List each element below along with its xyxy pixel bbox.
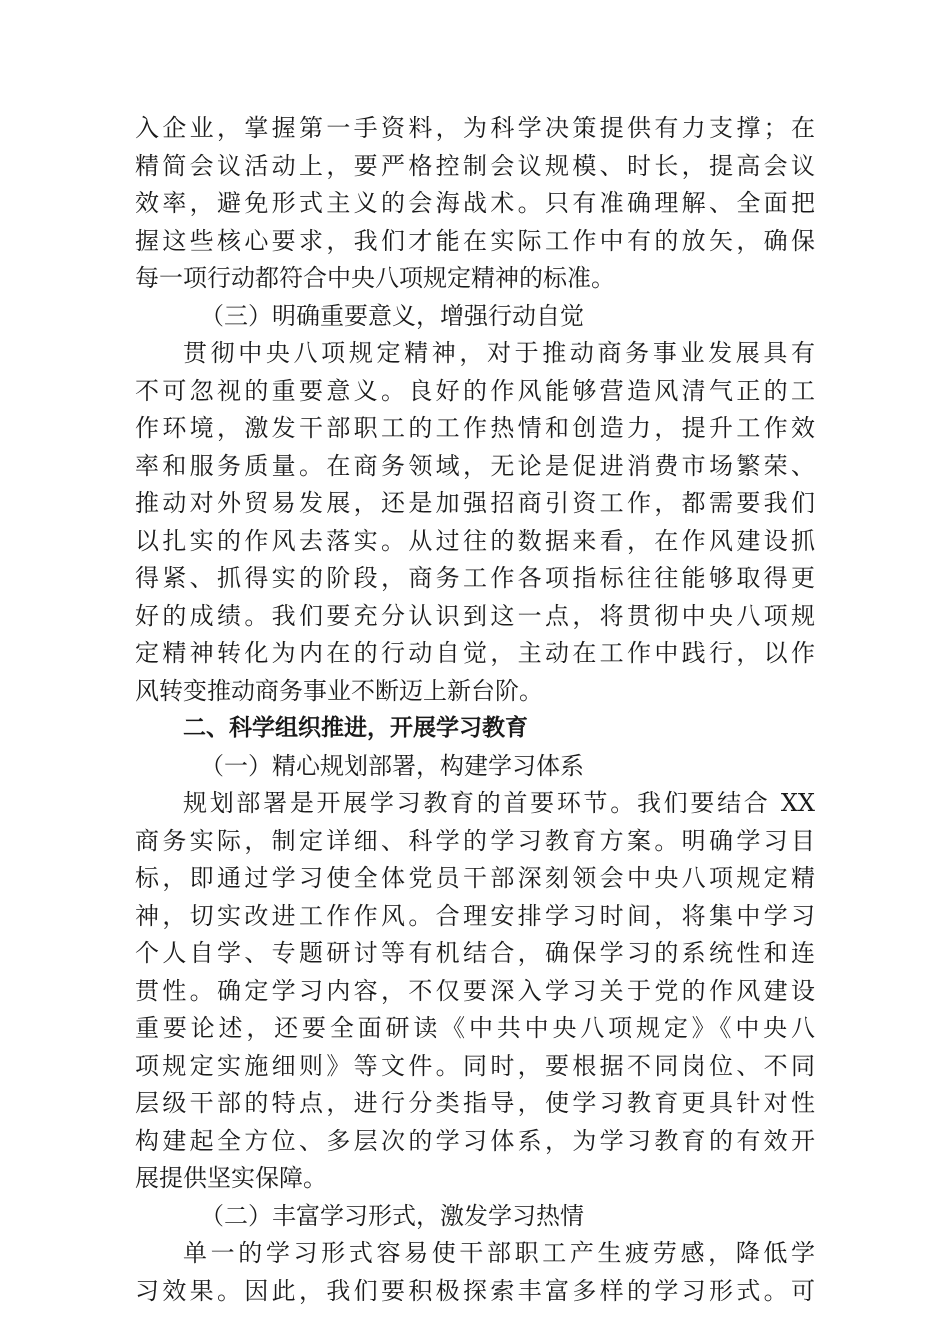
body-text-line: 标，即通过学习使全体党员干部深刻领会中央八项规定精: [135, 864, 815, 892]
body-text-line: 神，切实改进工作作风。合理安排学习时间，将集中学习: [135, 901, 815, 930]
paragraph-first-line: 贯彻中央八项规定精神，对于推动商务事业发展具有: [183, 339, 815, 367]
body-text-line: 风转变推动商务事业不断迈上新台阶。: [135, 676, 543, 705]
body-text-line: 以扎实的作风去落实。从过往的数据来看，在作风建设抓: [135, 526, 815, 555]
section-heading: 二、科学组织推进，开展学习教育: [183, 715, 528, 741]
body-text-line: 习效果。因此，我们要积极探索丰富多样的学习形式。可: [135, 1276, 815, 1305]
body-text-line: 不可忽视的重要意义。良好的作风能够营造风清气正的工: [135, 376, 815, 405]
body-text-line: 每一项行动都符合中央八项规定精神的标准。: [135, 264, 615, 292]
paragraph-first-line: 单一的学习形式容易使干部职工产生疲劳感，降低学: [183, 1239, 815, 1267]
body-text-line: 效率，避免形式主义的会海战术。只有准确理解、全面把: [135, 189, 815, 217]
body-text-line: 推动对外贸易发展，还是加强招商引资工作，都需要我们: [135, 489, 815, 517]
section-subheading: （三）明确重要意义，增强行动自觉: [200, 301, 584, 330]
body-text-line: 好的成绩。我们要充分认识到这一点，将贯彻中央八项规: [135, 601, 815, 630]
body-text-line: 握这些核心要求，我们才能在实际工作中有的放矢，确保: [135, 226, 815, 255]
body-text-line: 构建起全方位、多层次的学习体系，为学习教育的有效开: [135, 1126, 815, 1155]
body-text-line: 展提供坚实保障。: [135, 1164, 327, 1192]
body-text-line: 得紧、抓得实的阶段，商务工作各项指标往往能够取得更: [135, 564, 815, 592]
body-text-line: 重要论述，还要全面研读《中共中央八项规定》《中央八: [135, 1014, 815, 1042]
body-text-line: 层级干部的特点，进行分类指导，使学习教育更具针对性: [135, 1089, 815, 1117]
section-subheading: （二）丰富学习形式，激发学习热情: [200, 1201, 584, 1230]
body-text-line: 定精神转化为内在的行动自觉，主动在工作中践行，以作: [135, 639, 815, 667]
body-text-line: 商务实际，制定详细、科学的学习教育方案。明确学习目: [135, 826, 815, 855]
body-text-line: 贯性。确定学习内容，不仅要深入学习关于党的作风建设: [135, 976, 815, 1005]
body-text-line: 作环境，激发干部职工的工作热情和创造力，提升工作效: [135, 414, 815, 442]
body-text-line: 精简会议活动上，要严格控制会议规模、时长，提高会议: [135, 151, 815, 180]
paragraph-first-line: 规划部署是开展学习教育的首要环节。我们要结合 XX: [183, 789, 815, 817]
body-text-line: 项规定实施细则》等文件。同时，要根据不同岗位、不同: [135, 1051, 815, 1080]
body-text-line: 个人自学、专题研讨等有机结合，确保学习的系统性和连: [135, 939, 815, 967]
body-text-line: 率和服务质量。在商务领域，无论是促进消费市场繁荣、: [135, 451, 815, 480]
body-text-line: 入企业，掌握第一手资料，为科学决策提供有力支撑；在: [135, 114, 815, 142]
section-subheading: （一）精心规划部署，构建学习体系: [200, 751, 584, 780]
